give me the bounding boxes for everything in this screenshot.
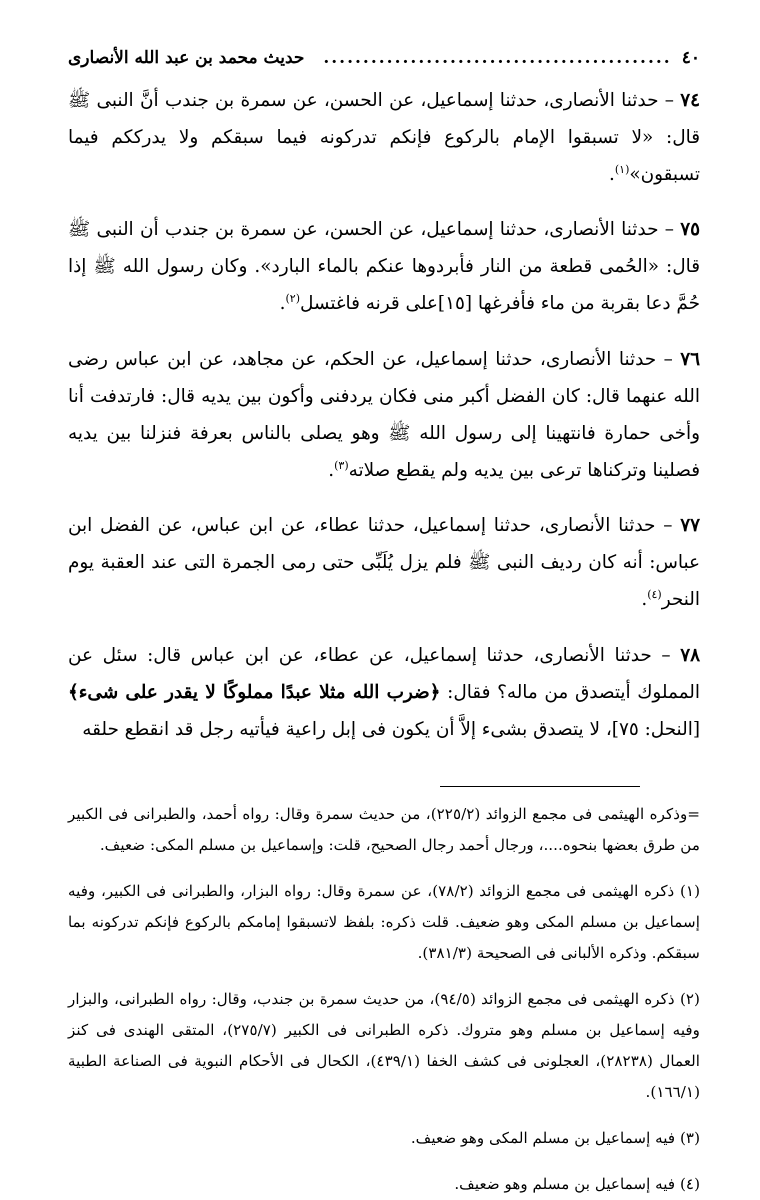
hadith-text: – حدثنا الأنصارى، حدثنا إسماعيل، عن الحسن، عن سمرة بن جندب أنَّ النبى ﷺ قال: «لا تسبقوا الإمام بالركوع فإنكم تدركونه فيما سبقكم ولا يدرككم فيما تسبقون» — [68, 90, 700, 185]
quran-verse: ﴿ضرب الله مثلا عبدًا مملوكًا لا يقدر على شىء﴾ — [68, 681, 441, 703]
hadith-end: . — [328, 459, 335, 481]
hadith-75 — [68, 211, 700, 322]
hadith-text: – حدثنا الأنصارى، حدثنا إسماعيل، عن الحسن، عن سمرة بن جندب أن النبى ﷺ قال: «الحُمى قطعة من النار فأبردوها عنكم بالماء البارد». وكان رسول الله ﷺ إذا حُمَّ دعا بقربة من ماء فأفرغها [١٥]على قرنه فاغتسل — [68, 219, 700, 315]
hadith-number: ٧٤ — [680, 90, 700, 111]
header-title: حديث محمد بن عبد الله الأنصارى — [68, 48, 305, 68]
footnote-1: (١) ذكره الهيثمى فى مجمع الزوائد (٧٨/٢)، عن سمرة وقال: رواه البزار، والطبرانى فى الكبير، وفيه إسماعيل بن مسلم المكى وهو ضعيف. قلت ذكره: بلفظ لاتسبقوا إمامكم بالركوع فإنكم تدركونه بما سبقكم. وذكره الألبانى فى الصحيحة (٣٨١/٣). — [68, 881, 700, 962]
footnote-3: (٣) فيه إسماعيل بن مسلم المكى وهو ضعيف. — [410, 1129, 700, 1148]
footnote-4: (٤) فيه إسماعيل بن مسلم وهو ضعيف. — [454, 1175, 700, 1194]
hadith-text: – حدثنا الأنصارى، حدثنا إسماعيل، عن الحكم، عن مجاهد، عن ابن عباس رضى الله عنهما قال: كان الفضل أكبر منى فكان يردفنى وأكون بين يديه قال: فارتدفت أنا وأخى حمارة فانتهينا إلى رسول الله ﷺ وهو يصلى بالناس بعرفة فنزلنا بين يديه فصلينا وتركناها ترعى بين يديه ولم يقطع صلاته — [68, 348, 700, 481]
hadith-74 — [68, 82, 700, 193]
footnote-ref: (٢) — [285, 292, 300, 306]
footnote-ref: (٣) — [334, 458, 349, 472]
header-dot-leader: ............................................ — [323, 48, 672, 68]
hadith-number: ٧٨ — [680, 644, 700, 666]
hadith-number: ٧٥ — [680, 219, 700, 241]
hadith-text: – حدثنا الأنصارى، حدثنا إسماعيل، عن عطاء، عن ابن عباس قال: سئل عن المملوك أيتصدق من ماله؟ فقال: — [68, 644, 701, 703]
page-number: ٤٠ — [681, 48, 700, 68]
footnote-separator — [440, 786, 640, 787]
footnote-continued: =وذكره الهيثمى فى مجمع الزوائد (٢٢٥/٢)، من حديث سمرة وقال: رواه أحمد، والطبرانى فى الكبير من طرق بعضها بنحوه....، ورجال أحمد رجال الصحيح، قلت: وإسماعيل بن مسلم المكى: ضعيف. — [68, 804, 701, 854]
hadith-number: ٧٧ — [680, 515, 700, 537]
hadith-78 — [68, 637, 700, 748]
hadith-end: . — [641, 589, 648, 611]
hadith-77 — [68, 507, 700, 618]
hadith-text: – حدثنا الأنصارى، حدثنا إسماعيل، حدثنا عطاء، عن ابن عباس، عن الفضل ابن عباس: أنه كان رديف النبى ﷺ فلم يزل يُلَبِّى حتى رمى الجمرة التى عند العقبة يوم النحر — [68, 515, 700, 611]
hadith-end: . — [279, 293, 286, 315]
footnote-ref: (٤) — [647, 588, 662, 602]
footnote-ref: (١) — [614, 162, 630, 176]
running-header — [68, 48, 700, 82]
footnotes — [68, 799, 700, 1200]
hadith-text-continued: [النحل: ٧٥]، لا يتصدق بشىء إلاَّ أن يكون فى إبل راعية فيأتيه رجل قد انقطع حلقه — [82, 718, 700, 740]
footnote-2: (٢) ذكره الهيثمى فى مجمع الزوائد (٩٤/٥)، من حديث سمرة بن جندب، وقال: رواه الطبرانى، والبزار وفيه إسماعيل بن مسلم وهو متروك. ذكره الطبرانى فى الكبير (٢٧٥/٧)، المتقى الهندى فى كنز العمال (٢٨٢٣٨)، العجلونى فى كشف الخفا (٤٣٩/١)، الكحال فى الأحكام النبوية فى الصناعة الطبية (١٦٦/١). — [68, 989, 701, 1101]
footnote-separator-wrap — [68, 786, 700, 787]
hadith-end: . — [608, 164, 615, 185]
hadith-76 — [68, 341, 700, 489]
hadith-number: ٧٦ — [680, 348, 700, 370]
